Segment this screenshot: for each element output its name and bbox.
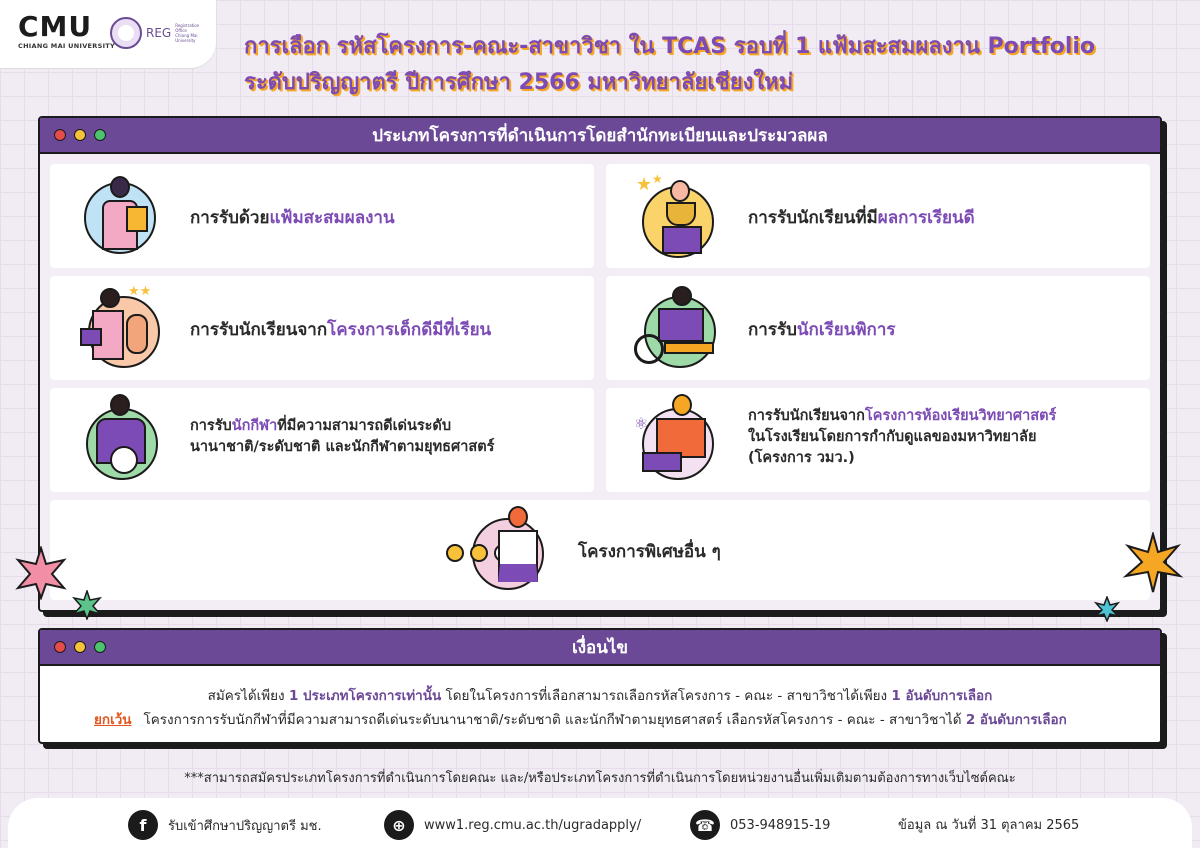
science-student-icon: ⚛ [634,394,720,484]
card-science-classroom[interactable] [606,388,1150,492]
card-disabled-students[interactable] [606,276,1150,380]
card-athletes-label: การรับนักกีฬาที่มีความสามารถดีเด่นระดับ นานาชาติ/ระดับชาติ และนักกีฬาตามยุทธศาสตร์ [190,418,495,455]
conditions-title: เงื่อนไข [571,637,629,658]
exception-label: ยกเว้น [94,712,132,728]
reg-logo [110,17,199,49]
card-good-kids-label: การรับนักเรียนจากโครงการเด็กดีมีที่เรียน [190,320,492,340]
project-types-title: ประเภทโครงการที่ดำเนินการโดยสำนักทะเบียนและประมวลผล [372,125,828,146]
red-dot-icon [54,641,66,653]
project-types-header [40,118,1160,154]
reg-seal-icon [110,17,142,49]
footer-facebook[interactable]: f รับเข้าศึกษาปริญญาตรี มช. [128,810,322,840]
yellow-dot-icon [74,129,86,141]
teal-star-icon [1094,596,1120,622]
green-dot-icon [94,641,106,653]
conditions-header [40,630,1160,666]
special-projects-icon [446,506,556,594]
condition-line-2: ยกเว้น โครงการการรับนักกีฬาที่มีความสามารถดีเด่นระดับนานาชาติ/ระดับชาติ และนักกีฬาตามยุทธศาสตร์ เลือกรหัสโครงการ - คณะ - สาขาวิชาได้ 2 อันดับการเลือก [94,712,1067,728]
pink-star-icon [14,546,68,600]
cmu-logo-text: CMU [18,10,93,43]
footer-website[interactable]: ⊕ www1.reg.cmu.ac.th/ugradapply/ [384,810,641,840]
page-title-line2: ระดับปริญญาตรี ปีการศึกษา 2566 มหาวิทยาลัยเชียงใหม่ [244,70,794,95]
window-dots [54,129,106,141]
cmu-logo-subtitle: CHIANG MAI UNIVERSITY [18,42,116,50]
card-disabled-label: การรับนักเรียนพิการ [748,320,896,340]
card-good-grades-label: การรับนักเรียนที่มีผลการเรียนดี [748,208,975,228]
header-logo-box [0,0,216,68]
green-star-icon [72,590,102,620]
footer [8,798,1192,848]
green-dot-icon [94,129,106,141]
card-good-grades[interactable] [606,164,1150,268]
red-dot-icon [54,129,66,141]
card-portfolio-label: การรับด้วยแฟ้มสะสมผลงาน [190,208,395,228]
card-athletes[interactable] [50,388,594,492]
card-good-kids-project[interactable] [50,276,594,380]
cmu-logo [18,12,115,50]
page-title-line1: การเลือก รหัสโครงการ-คณะ-สาขาวิชา ใน TCAS รอบที่ 1 แฟ้มสะสมผลงาน Portfolio [244,34,1096,59]
card-portfolio[interactable] [50,164,594,268]
reg-logo-text: REG [146,26,172,40]
phone-icon: ☎ [690,810,720,840]
card-special-label: โครงการพิเศษอื่น ๆ [578,542,721,562]
globe-icon: ⊕ [384,810,414,840]
project-types-panel [38,116,1162,612]
yellow-dot-icon [74,641,86,653]
footer-date: ข้อมูล ณ วันที่ 31 ตุลาคม 2565 [898,818,1080,833]
orange-star-icon [1122,532,1184,594]
reg-logo-tagline: Registration Office Chiang Mai University [175,23,200,43]
condition-line-1: สมัครได้เพียง 1 ประเภทโครงการเท่านั้น โดยในโครงการที่เลือกสามารถเลือกรหัสโครงการ - คณะ - สาขาวิชาได้เพียง 1 อันดับการเลือก [207,688,993,704]
conditions-panel [38,628,1162,744]
student-portfolio-icon [84,176,156,256]
facebook-icon: f [128,810,158,840]
card-science-label: การรับนักเรียนจากโครงการห้องเรียนวิทยาศาสตร์ ในโรงเรียนโดยการกำกับดูแลของมหาวิทยาลัย (โครงการ วมว.) [748,408,1057,466]
trophy-student-icon: ★ ★ [636,172,716,258]
card-special-projects[interactable] [50,500,1150,600]
wheelchair-student-icon [628,284,722,370]
window-dots [54,641,106,653]
thumbs-up-student-icon: ★★ [80,284,164,370]
football-athlete-icon [80,394,164,484]
footer-phone[interactable]: ☎ 053-948915-19 [690,810,830,840]
footnote: ***สามารถสมัครประเภทโครงการที่ดำเนินการโดยคณะ และ/หรือประเภทโครงการที่ดำเนินการโดยหน่วยงานอื่นเพิ่มเติมตามต้องการทางเว็บไซต์คณะ [184,771,1016,786]
